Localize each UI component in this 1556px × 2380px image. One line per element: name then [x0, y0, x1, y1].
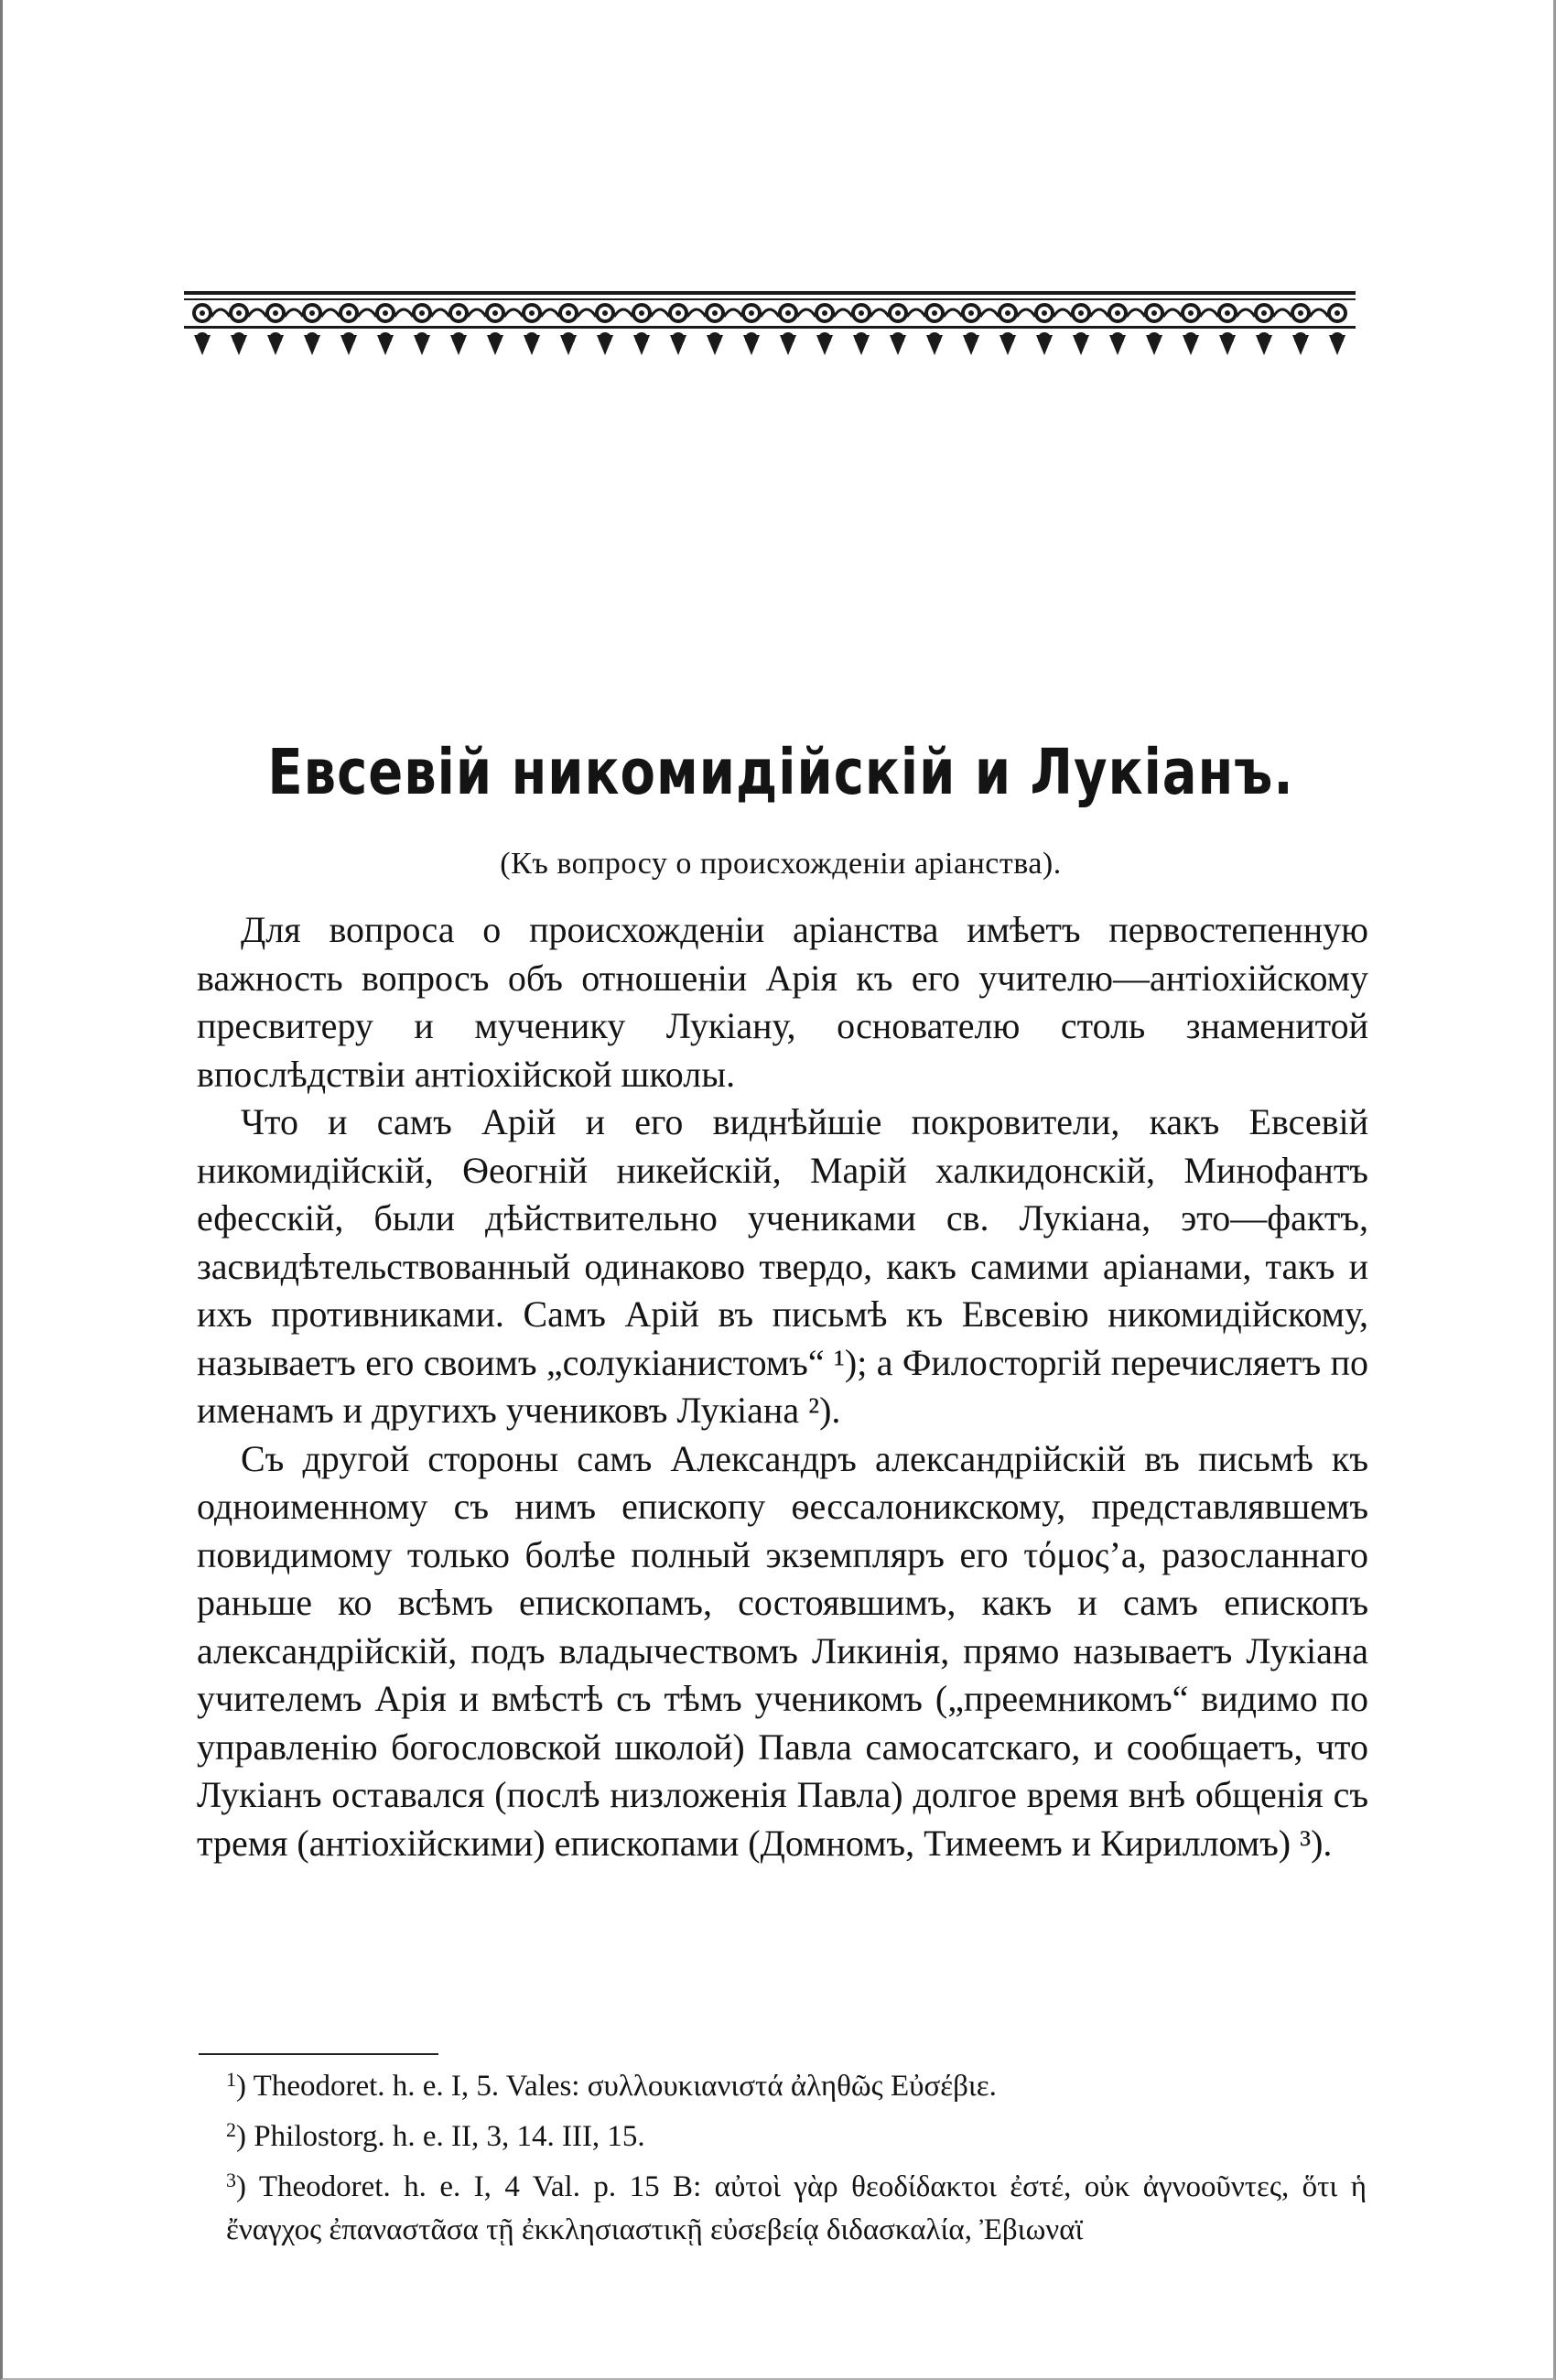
footnote-rule [199, 2053, 438, 2055]
footnote: $^2$) Philostorg. h. e. II, 3, 14. III, 15. [226, 2118, 645, 2153]
footnote: $^1$) Theodoret. h. e. I, 5. Vales: συλλουκιανιστά ἀληθῶς Εὐσέβιε. [226, 2068, 997, 2103]
footnote-text: Theodoret. h. e. I, 5. Vales: συλλουκιανιστά ἀληθῶς Εὐσέβιε. [253, 2070, 997, 2103]
paragraph: Съ другой стороны самъ Александръ александрійскій въ письмѣ къ одноименному съ нимъ епископу ѳессалоникскому, представлявшемъ повидимому только болѣе полный экземпляръ его τόμος’а, разосланнаго раньше ко всѣмъ епископамъ, состоявшимъ, какъ и самъ епископъ александрійскій, подъ владычествомъ Ликинія, прямо называетъ Лукіана учителемъ Арія и вмѣстѣ съ тѣмъ ученикомъ („преемникомъ“ видимо по управленію богословской школой) Павла самосатскаго, и сообщаетъ, что Лукіанъ оставался (послѣ низложенія Павла) долгое время внѣ общенія съ тремя (антіохійскими) епископами (Домномъ, Тимеемъ и Кирилломъ) ³). [197, 1437, 1368, 1864]
footnote-mark: 1 [226, 2068, 236, 2091]
paragraph: Что и самъ Арій и его виднѣйшіе покровители, какъ Евсевій никомидійскій, Ѳеогній никейскій, Марій халкидонскій, Минофантъ ефесскій, были дѣйствительно учениками св. Лукіана, это—фактъ, засвидѣтельствованный одинаково твердо, какъ самими аріанами, такъ и ихъ противниками. Самъ Арій въ письмѣ къ Евсевію никомидійскому, называетъ его своимъ „солукіанистомъ“ ¹); а Филосторгій перечисляетъ по именамъ и другихъ учениковъ Лукіана ²). [197, 1101, 1368, 1431]
footnote: $^3$) Theodoret. h. e. I, 4 Val. p. 15 B: αὐτοὶ γὰρ θεοδίδακτοι ἐστέ, οὐκ ἀγνοοῦντες, ὅτι ἡ ἔναγχος ἐπαναστᾶσα τῇ ἐκκλησιαστικῇ εὐσεβείᾳ διδασκαλία, Ἐβιωναϊ [226, 2169, 1367, 2246]
article-body [197, 906, 1368, 1867]
footnote-text: Theodoret. h. e. I, 4 Val. p. 15 B: αὐτοὶ γὰρ θεοδίδακτοι ἐστέ, οὐκ ἀγνοοῦντες, ὅτι ἡ ἔναγχος ἐπαναστᾶσα τῇ ἐκκλησιαστικῇ εὐσεβείᾳ διδασκαλία, Ἐβιωναϊ [226, 2170, 1367, 2246]
footnotes [199, 2058, 1367, 2252]
article-title: Евсевій никомидійскій и Лукіанъ. [267, 737, 1294, 810]
footnote-mark: 2 [226, 2118, 236, 2141]
paragraph: Для вопроса о происхожденіи аріанства имѣетъ первостепенную важность вопросъ объ отношеніи Арія къ его учителю—антіохійскому пресвитеру и мученику Лукіану, основателю столь знаменитой впослѣдствіи антіохійской школы. [197, 909, 1368, 1095]
article-subtitle: (Къ вопросу о происхожденіи аріанства). [500, 847, 1062, 881]
footnote-mark: 3 [226, 2169, 236, 2191]
decorative-header-ornament [184, 289, 1356, 361]
footnote-text: Philostorg. h. e. II, 3, 14. III, 15. [254, 2120, 645, 2153]
